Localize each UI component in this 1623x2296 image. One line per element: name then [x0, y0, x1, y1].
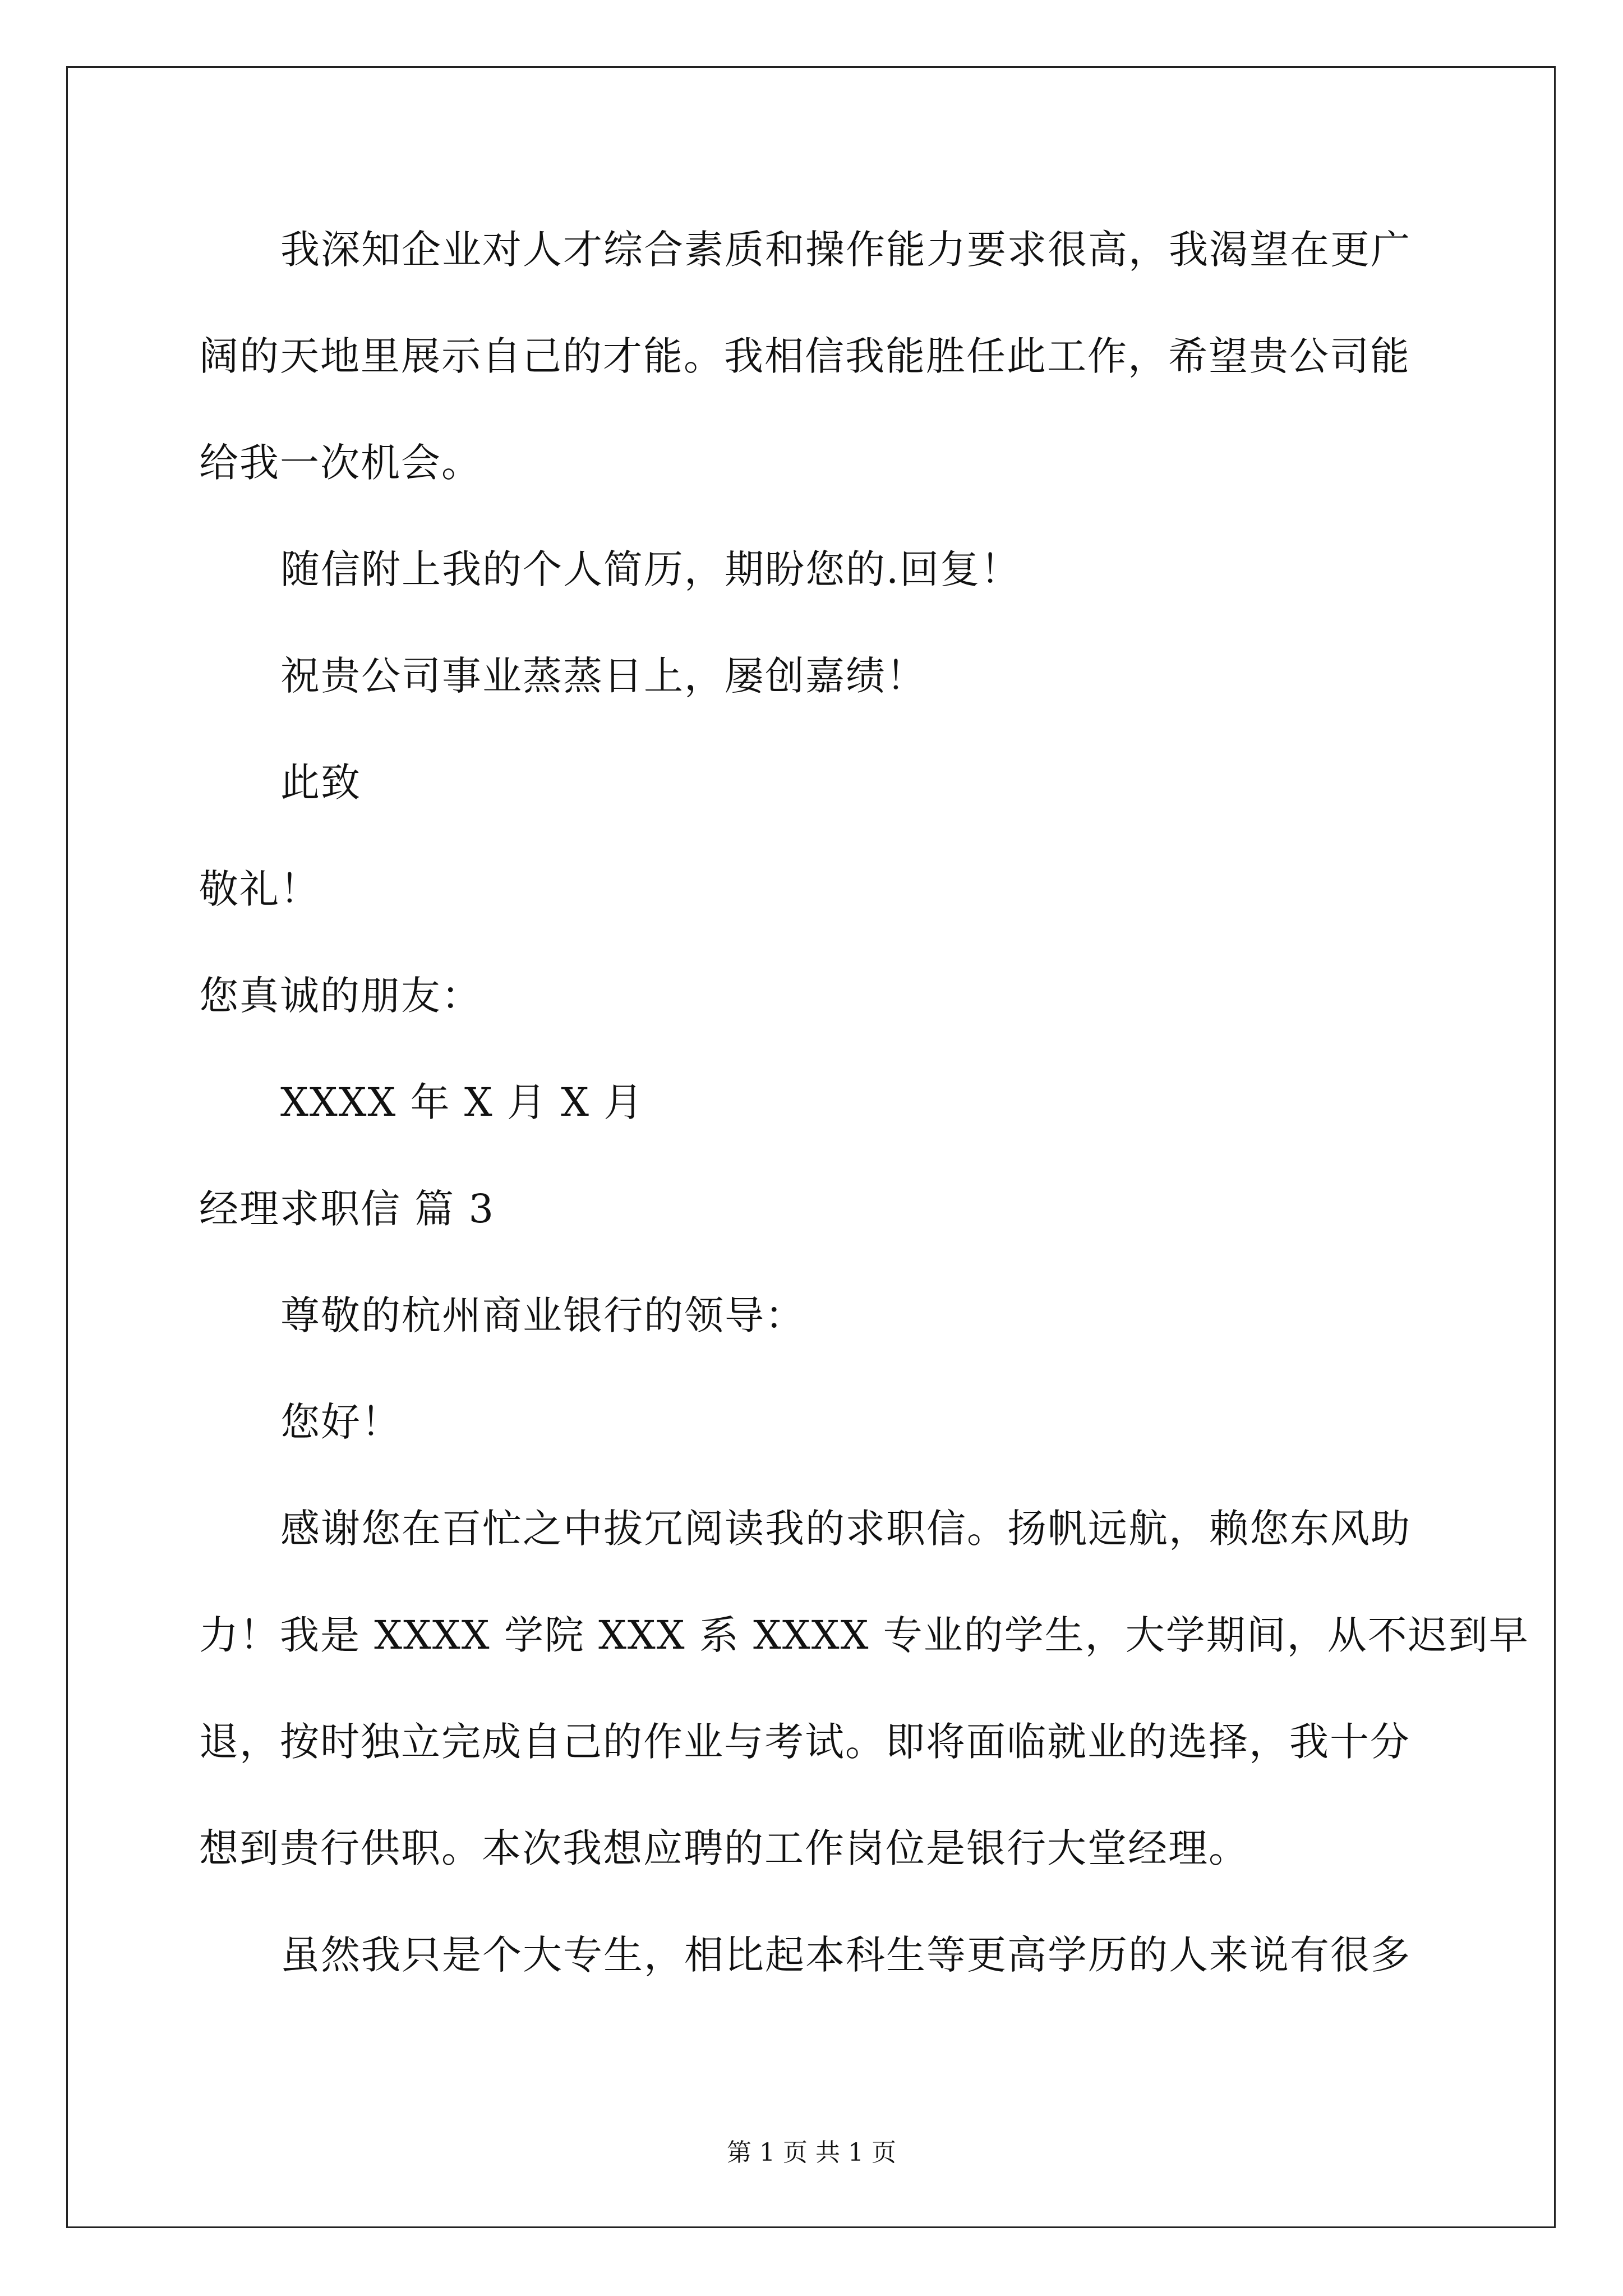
paragraph-4-line-3: 退，按时独立完成自己的作业与考试。即将面临就业的选择，我十分 — [199, 1719, 1410, 1765]
closing-ci-zhi: 此致 — [280, 760, 361, 806]
paragraph-3: 祝贵公司事业蒸蒸日上，屡创嘉绩！ — [280, 653, 926, 699]
paragraph-4-line-2: 力！我是 XXXX 学院 XXX 系 XXXX 专业的学生，大学期间，从不迟到早 — [199, 1612, 1529, 1658]
section-title: 经理求职信 篇 3 — [199, 1186, 495, 1232]
signature-line: 您真诚的朋友： — [199, 973, 482, 1019]
page-footer: 第 1 页 共 1 页 — [727, 2138, 896, 2167]
paragraph-1-line-1: 我深知企业对人才综合素质和操作能力要求很高，我渴望在更广 — [280, 227, 1411, 273]
paragraph-4-line-1: 感谢您在百忙之中拔冗阅读我的求职信。扬帆远航，赖您东风助 — [280, 1506, 1411, 1552]
closing-jing-li: 敬礼！ — [199, 866, 320, 912]
date-line: XXXX 年 X 月 X 月 — [280, 1079, 644, 1125]
paragraph-5-line-1: 虽然我只是个大专生，相比起本科生等更高学历的人来说有很多 — [280, 1932, 1411, 1978]
paragraph-1-line-2: 阔的天地里展示自己的才能。我相信我能胜任此工作，希望贵公司能 — [199, 333, 1410, 379]
paragraph-1-line-3: 给我一次机会。 — [199, 440, 482, 486]
paragraph-2: 随信附上我的个人简历，期盼您的.回复！ — [280, 546, 1021, 592]
page-border — [66, 66, 1556, 2228]
salutation: 尊敬的杭州商业银行的领导： — [280, 1292, 805, 1338]
greeting: 您好！ — [280, 1399, 402, 1445]
paragraph-4-line-4: 想到贵行供职。本次我想应聘的工作岗位是银行大堂经理。 — [199, 1825, 1249, 1871]
